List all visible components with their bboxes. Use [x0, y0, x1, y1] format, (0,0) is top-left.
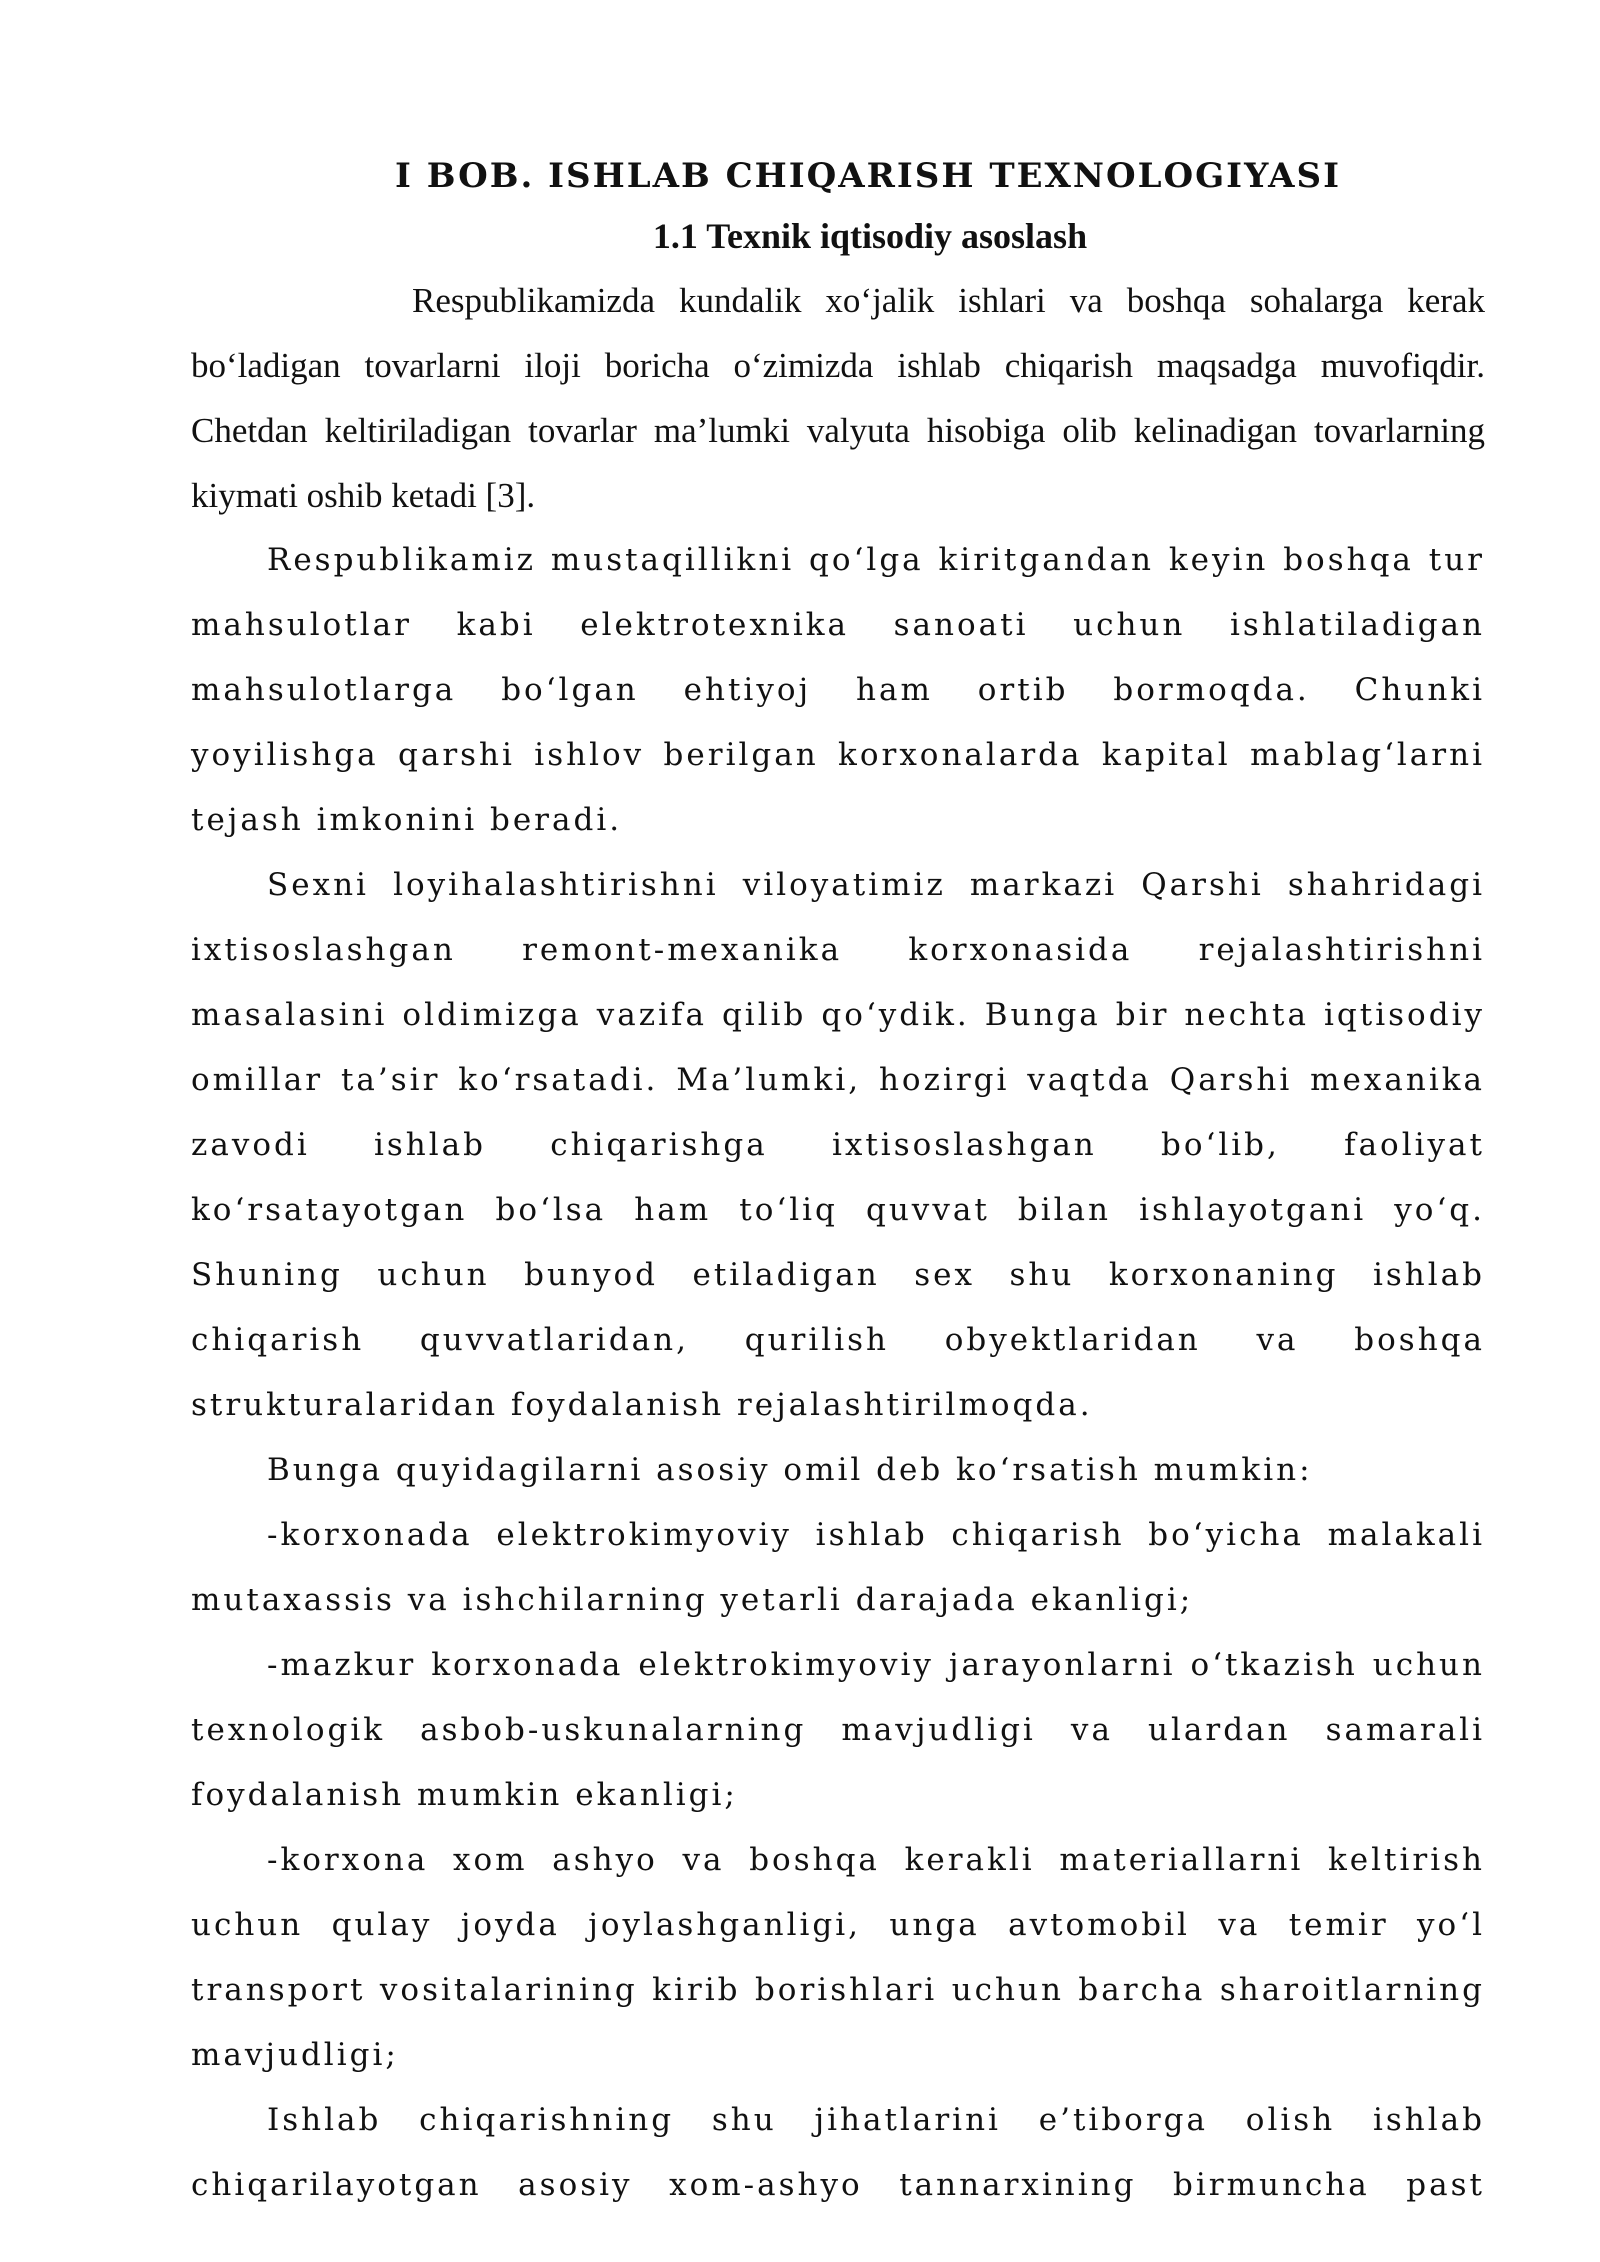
list-item-specialists: -korxonada elektrokimyoviy ishlab chiqarish bo‘yicha malakali mutaxassis va ishchilarning yetarli darajada ekanligi; — [191, 1517, 1485, 1618]
list-item-equipment: -mazkur korxonada elektrokimyoviy jarayonlarni o‘tkazish uchun texnologik asbob-uskunalarning mavjudligi va ulardan samarali foydalanish mumkin ekanligi; — [191, 1647, 1485, 1813]
paragraph-production-aspects: Ishlab chiqarishning shu jihatlarini e’tiborga olish ishlab chiqarilayotgan asosiy xom-ashyo tannarxining birmuncha past — [191, 2102, 1485, 2203]
paragraph-design: Sexni loyihalashtirishni viloyatimiz markazi Qarshi shahridagi ixtisoslashgan remont-mexanika korxonasida rejalashtirishni masalasini oldimizga vazifa qilib qo‘ydik. Bunga bir nechta iqtisodiy omillar ta’sir ko‘rsatadi. Ma’lumki, hozirgi vaqtda Qarshi mexanika zavodi ishlab chiqarishga ixtisoslashgan bo‘lib, faoliyat ko‘rsatayotgan bo‘lsa ham to‘liq quvvat bilan ishlayotgani yo‘q. Shuning uchun bunyod etiladigan sex shu korxonaning ishlab chiqarish quvvatlaridan, qurilish obyektlaridan va boshqa strukturalaridan foydalanish rejalashtirilmoqda. — [191, 867, 1485, 1423]
section-title: 1.1 Texnik iqtisodiy asoslash — [652, 216, 1088, 256]
page-content — [191, 148, 1485, 2218]
paragraph-independence: Respublikamiz mustaqillikni qo‘lga kiritgandan keyin boshqa tur mahsulotlar kabi elektrotexnika sanoati uchun ishlatiladigan mahsulotlarga bo‘lgan ehtiyoj ham ortib bormoqda. Chunki yoyilishga qarshi ishlov berilgan korxonalarda kapital mablag‘larni tejash imkonini beradi. — [191, 542, 1485, 838]
paragraph-intro: Respublikamizda kundalik xo‘jalik ishlari va boshqa sohalarga kerak bo‘ladigan tovarlarni iloji boricha o‘zimizda ishlab chiqarish maqsadga muvofiqdir. Chetdan keltiriladigan tovarlar ma’lumki valyuta hisobiga olib kelinadigan tovarlarning kiymati oshib ketadi [3]. — [191, 281, 1485, 515]
chapter-title: I BOB. ISHLAB CHIQARISH TEXNOLOGIYASI — [394, 156, 1342, 196]
list-item-location: -korxona xom ashyo va boshqa kerakli materiallarni keltirish uchun qulay joyda joylashganligi, unga avtomobil va temir yo‘l transport vositalarining kirib borishlari uchun barcha sharoitlarning mavjudligi; — [191, 1842, 1485, 2073]
paragraph-factors-lead: Bunga quyidagilarni asosiy omil deb ko‘rsatish mumkin: — [267, 1452, 1313, 1488]
